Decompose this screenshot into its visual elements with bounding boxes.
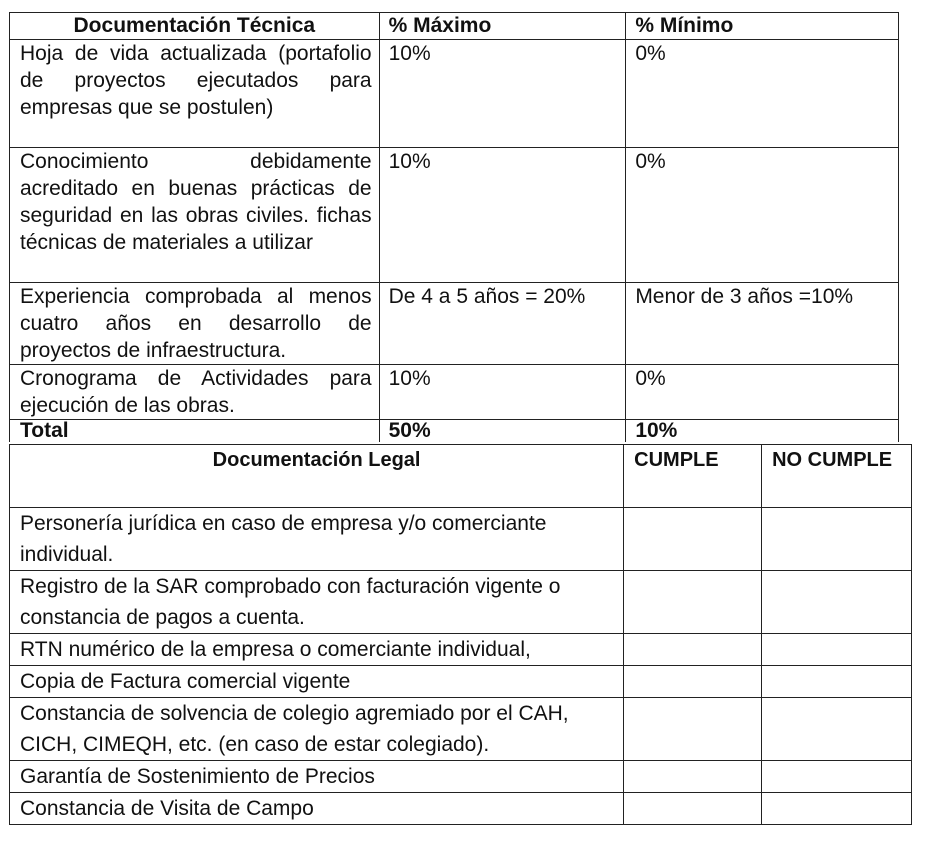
not-complies-cell [762, 698, 912, 761]
not-complies-cell [762, 571, 912, 634]
total-max: 50% [379, 420, 626, 443]
technical-header-max: % Máximo [379, 13, 626, 40]
min-percent-cell: 0% [626, 40, 899, 148]
technical-documentation-table [9, 12, 899, 442]
table-row [10, 365, 899, 420]
max-percent-cell: De 4 a 5 años = 20% [379, 283, 626, 365]
total-label: Total [10, 420, 380, 443]
complies-cell [624, 793, 762, 825]
not-complies-cell [762, 634, 912, 666]
complies-cell [624, 666, 762, 698]
legal-header-item: Documentación Legal [10, 445, 624, 508]
legal-header-not-complies: NO CUMPLE [762, 445, 912, 508]
total-row [10, 420, 899, 443]
complies-cell [624, 634, 762, 666]
table-row [10, 283, 899, 365]
technical-header-min: % Mínimo [626, 13, 899, 40]
legal-header-row [10, 445, 912, 508]
legal-requirement-cell: Registro de la SAR comprobado con facturación vigente o constancia de pagos a cuenta. [10, 571, 624, 634]
not-complies-cell [762, 761, 912, 793]
table-row [10, 40, 899, 148]
technical-header-item: Documentación Técnica [10, 13, 380, 40]
legal-documentation-table [9, 444, 912, 825]
table-row [10, 634, 912, 666]
legal-requirement-cell: Personería jurídica en caso de empresa y/o comerciante individual. [10, 508, 624, 571]
table-row [10, 571, 912, 634]
complies-cell [624, 571, 762, 634]
complies-cell [624, 761, 762, 793]
not-complies-cell [762, 508, 912, 571]
table-row [10, 793, 912, 825]
min-percent-cell: 0% [626, 365, 899, 420]
table-row [10, 148, 899, 283]
max-percent-cell: 10% [379, 365, 626, 420]
not-complies-cell [762, 666, 912, 698]
legal-requirement-cell: Constancia de Visita de Campo [10, 793, 624, 825]
complies-cell [624, 508, 762, 571]
max-percent-cell: 10% [379, 148, 626, 283]
table-row [10, 698, 912, 761]
not-complies-cell [762, 793, 912, 825]
requirement-cell: Experiencia comprobada al menos cuatro años en desarrollo de proyectos de infraestructura. [10, 283, 380, 365]
max-percent-cell: 10% [379, 40, 626, 148]
total-min: 10% [626, 420, 899, 443]
table-row [10, 666, 912, 698]
legal-requirement-cell: Copia de Factura comercial vigente [10, 666, 624, 698]
legal-requirement-cell: Garantía de Sostenimiento de Precios [10, 761, 624, 793]
technical-header-row [10, 13, 899, 40]
complies-cell [624, 698, 762, 761]
legal-requirement-cell: Constancia de solvencia de colegio agremiado por el CAH, CICH, CIMEQH, etc. (en caso de estar colegiado). [10, 698, 624, 761]
table-row [10, 761, 912, 793]
requirement-cell: Conocimiento debidamente acreditado en buenas prácticas de seguridad en las obras civiles. fichas técnicas de materiales a utilizar [10, 148, 380, 283]
legal-requirement-cell: RTN numérico de la empresa o comerciante individual, [10, 634, 624, 666]
requirement-cell: Hoja de vida actualizada (portafolio de proyectos ejecutados para empresas que se postulen) [10, 40, 380, 148]
min-percent-cell: 0% [626, 148, 899, 283]
legal-header-complies: CUMPLE [624, 445, 762, 508]
min-percent-cell: Menor de 3 años =10% [626, 283, 899, 365]
requirement-cell: Cronograma de Actividades para ejecución de las obras. [10, 365, 380, 420]
table-row [10, 508, 912, 571]
